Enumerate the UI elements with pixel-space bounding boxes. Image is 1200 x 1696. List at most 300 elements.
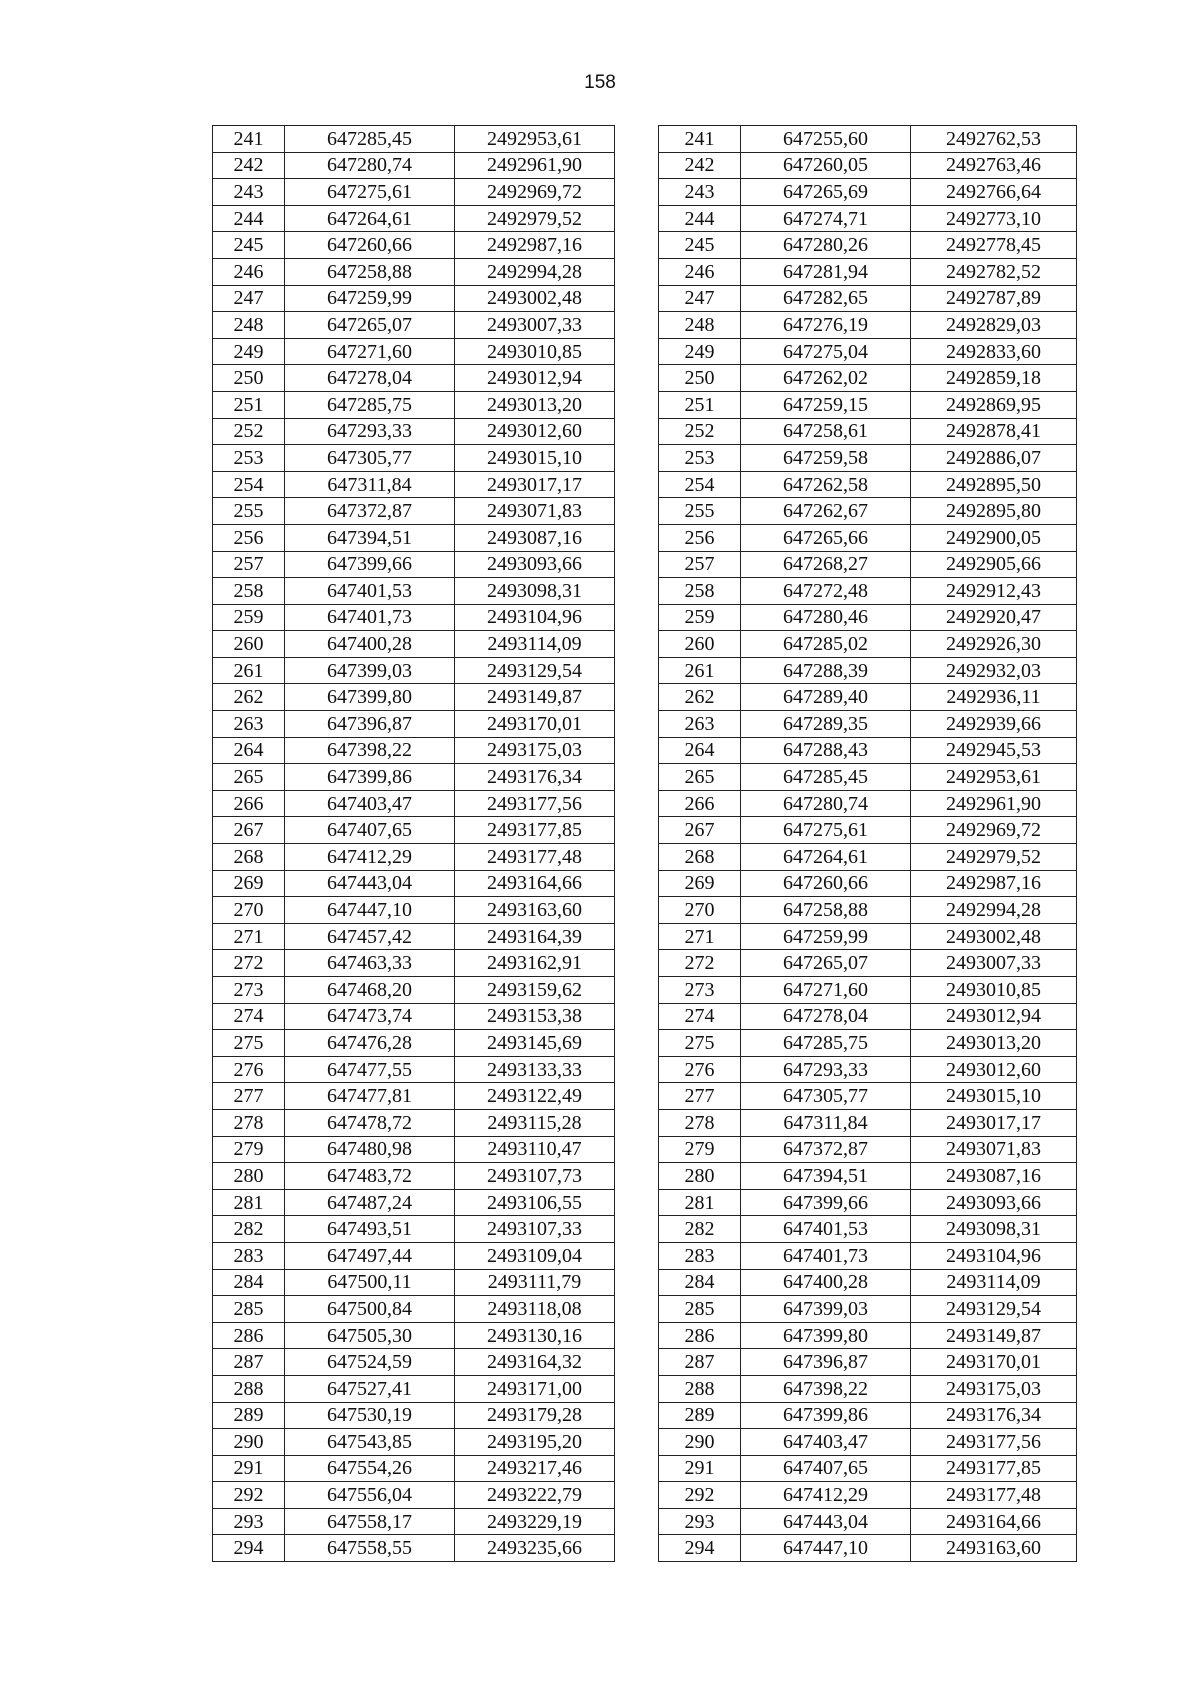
right-point-number: 260 bbox=[659, 631, 741, 658]
right-x-coordinate: 647285,75 bbox=[741, 1030, 911, 1057]
left-y-coordinate: 2493177,85 bbox=[455, 817, 615, 844]
right-y-coordinate: 2492932,03 bbox=[911, 657, 1077, 684]
column-gap bbox=[615, 1429, 659, 1456]
left-y-coordinate: 2493133,33 bbox=[455, 1056, 615, 1083]
table-row bbox=[213, 977, 1077, 1004]
column-gap bbox=[615, 923, 659, 950]
right-point-number: 248 bbox=[659, 312, 741, 339]
right-y-coordinate: 2492895,80 bbox=[911, 498, 1077, 525]
left-x-coordinate: 647477,55 bbox=[285, 1056, 455, 1083]
right-x-coordinate: 647399,80 bbox=[741, 1322, 911, 1349]
column-gap bbox=[615, 551, 659, 578]
left-point-number: 269 bbox=[213, 870, 285, 897]
column-gap bbox=[615, 1056, 659, 1083]
column-gap bbox=[615, 445, 659, 472]
right-y-coordinate: 2492912,43 bbox=[911, 578, 1077, 605]
right-point-number: 250 bbox=[659, 365, 741, 392]
left-x-coordinate: 647396,87 bbox=[285, 711, 455, 738]
table-row bbox=[213, 1189, 1077, 1216]
left-point-number: 272 bbox=[213, 950, 285, 977]
left-point-number: 279 bbox=[213, 1136, 285, 1163]
table-row bbox=[213, 1109, 1077, 1136]
column-gap bbox=[615, 312, 659, 339]
table-row bbox=[213, 950, 1077, 977]
left-y-coordinate: 2493129,54 bbox=[455, 657, 615, 684]
right-y-coordinate: 2492829,03 bbox=[911, 312, 1077, 339]
left-point-number: 244 bbox=[213, 205, 285, 232]
table-row bbox=[213, 1083, 1077, 1110]
right-x-coordinate: 647399,03 bbox=[741, 1296, 911, 1323]
right-x-coordinate: 647276,19 bbox=[741, 312, 911, 339]
right-y-coordinate: 2492920,47 bbox=[911, 604, 1077, 631]
column-gap bbox=[615, 950, 659, 977]
column-gap bbox=[615, 524, 659, 551]
right-point-number: 273 bbox=[659, 977, 741, 1004]
left-x-coordinate: 647394,51 bbox=[285, 524, 455, 551]
left-y-coordinate: 2493002,48 bbox=[455, 285, 615, 312]
left-point-number: 274 bbox=[213, 1003, 285, 1030]
left-x-coordinate: 647463,33 bbox=[285, 950, 455, 977]
left-point-number: 282 bbox=[213, 1216, 285, 1243]
right-x-coordinate: 647259,99 bbox=[741, 923, 911, 950]
table-row bbox=[213, 897, 1077, 924]
left-point-number: 294 bbox=[213, 1535, 285, 1562]
left-x-coordinate: 647500,84 bbox=[285, 1296, 455, 1323]
left-point-number: 241 bbox=[213, 126, 285, 153]
table-row bbox=[213, 1296, 1077, 1323]
right-point-number: 282 bbox=[659, 1216, 741, 1243]
column-gap bbox=[615, 1242, 659, 1269]
right-point-number: 274 bbox=[659, 1003, 741, 1030]
right-y-coordinate: 2492945,53 bbox=[911, 737, 1077, 764]
column-gap bbox=[615, 418, 659, 445]
left-x-coordinate: 647399,03 bbox=[285, 657, 455, 684]
table-row bbox=[213, 524, 1077, 551]
left-x-coordinate: 647443,04 bbox=[285, 870, 455, 897]
left-x-coordinate: 647280,74 bbox=[285, 152, 455, 179]
left-y-coordinate: 2493010,85 bbox=[455, 338, 615, 365]
column-gap bbox=[615, 657, 659, 684]
table-row bbox=[213, 1482, 1077, 1509]
right-x-coordinate: 647289,35 bbox=[741, 711, 911, 738]
table-row bbox=[213, 604, 1077, 631]
right-point-number: 275 bbox=[659, 1030, 741, 1057]
left-point-number: 257 bbox=[213, 551, 285, 578]
table-row bbox=[213, 338, 1077, 365]
table-row bbox=[213, 657, 1077, 684]
left-y-coordinate: 2493153,38 bbox=[455, 1003, 615, 1030]
right-point-number: 284 bbox=[659, 1269, 741, 1296]
right-y-coordinate: 2492987,16 bbox=[911, 870, 1077, 897]
column-gap bbox=[615, 285, 659, 312]
left-x-coordinate: 647403,47 bbox=[285, 790, 455, 817]
table-row bbox=[213, 205, 1077, 232]
table-row bbox=[213, 737, 1077, 764]
table-row bbox=[213, 923, 1077, 950]
left-x-coordinate: 647271,60 bbox=[285, 338, 455, 365]
right-point-number: 277 bbox=[659, 1083, 741, 1110]
right-y-coordinate: 2492763,46 bbox=[911, 152, 1077, 179]
right-x-coordinate: 647412,29 bbox=[741, 1482, 911, 1509]
right-x-coordinate: 647265,66 bbox=[741, 524, 911, 551]
left-point-number: 275 bbox=[213, 1030, 285, 1057]
table-row bbox=[213, 870, 1077, 897]
right-point-number: 290 bbox=[659, 1429, 741, 1456]
left-y-coordinate: 2493087,16 bbox=[455, 524, 615, 551]
left-x-coordinate: 647558,55 bbox=[285, 1535, 455, 1562]
left-y-coordinate: 2493171,00 bbox=[455, 1375, 615, 1402]
left-y-coordinate: 2492994,28 bbox=[455, 258, 615, 285]
left-x-coordinate: 647493,51 bbox=[285, 1216, 455, 1243]
left-x-coordinate: 647259,99 bbox=[285, 285, 455, 312]
right-y-coordinate: 2492833,60 bbox=[911, 338, 1077, 365]
right-y-coordinate: 2493164,66 bbox=[911, 1508, 1077, 1535]
table-row bbox=[213, 312, 1077, 339]
left-y-coordinate: 2493179,28 bbox=[455, 1402, 615, 1429]
column-gap bbox=[615, 1083, 659, 1110]
right-point-number: 255 bbox=[659, 498, 741, 525]
left-point-number: 259 bbox=[213, 604, 285, 631]
right-y-coordinate: 2492782,52 bbox=[911, 258, 1077, 285]
right-point-number: 287 bbox=[659, 1349, 741, 1376]
right-y-coordinate: 2493163,60 bbox=[911, 1535, 1077, 1562]
left-y-coordinate: 2493107,73 bbox=[455, 1163, 615, 1190]
column-gap bbox=[615, 152, 659, 179]
left-point-number: 283 bbox=[213, 1242, 285, 1269]
left-point-number: 292 bbox=[213, 1482, 285, 1509]
left-point-number: 265 bbox=[213, 764, 285, 791]
table-row bbox=[213, 1402, 1077, 1429]
table-row bbox=[213, 1375, 1077, 1402]
table-row bbox=[213, 711, 1077, 738]
right-x-coordinate: 647305,77 bbox=[741, 1083, 911, 1110]
left-x-coordinate: 647407,65 bbox=[285, 817, 455, 844]
left-y-coordinate: 2493217,46 bbox=[455, 1455, 615, 1482]
left-point-number: 273 bbox=[213, 977, 285, 1004]
right-y-coordinate: 2492886,07 bbox=[911, 445, 1077, 472]
left-x-coordinate: 647264,61 bbox=[285, 205, 455, 232]
left-x-coordinate: 647399,66 bbox=[285, 551, 455, 578]
right-y-coordinate: 2492926,30 bbox=[911, 631, 1077, 658]
table-row bbox=[213, 1508, 1077, 1535]
left-x-coordinate: 647398,22 bbox=[285, 737, 455, 764]
right-point-number: 257 bbox=[659, 551, 741, 578]
table-row bbox=[213, 551, 1077, 578]
left-point-number: 268 bbox=[213, 844, 285, 871]
column-gap bbox=[615, 1296, 659, 1323]
table-row bbox=[213, 471, 1077, 498]
left-x-coordinate: 647399,80 bbox=[285, 684, 455, 711]
left-point-number: 277 bbox=[213, 1083, 285, 1110]
left-point-number: 266 bbox=[213, 790, 285, 817]
right-y-coordinate: 2493149,87 bbox=[911, 1322, 1077, 1349]
left-point-number: 293 bbox=[213, 1508, 285, 1535]
table-row bbox=[213, 126, 1077, 153]
left-y-coordinate: 2493111,79 bbox=[455, 1269, 615, 1296]
left-y-coordinate: 2493122,49 bbox=[455, 1083, 615, 1110]
table-row bbox=[213, 1455, 1077, 1482]
left-y-coordinate: 2493012,60 bbox=[455, 418, 615, 445]
column-gap bbox=[615, 737, 659, 764]
right-point-number: 244 bbox=[659, 205, 741, 232]
right-point-number: 281 bbox=[659, 1189, 741, 1216]
right-y-coordinate: 2493012,94 bbox=[911, 1003, 1077, 1030]
right-y-coordinate: 2492905,66 bbox=[911, 551, 1077, 578]
right-point-number: 278 bbox=[659, 1109, 741, 1136]
left-point-number: 242 bbox=[213, 152, 285, 179]
column-gap bbox=[615, 1375, 659, 1402]
right-y-coordinate: 2493087,16 bbox=[911, 1163, 1077, 1190]
right-x-coordinate: 647275,04 bbox=[741, 338, 911, 365]
right-y-coordinate: 2492900,05 bbox=[911, 524, 1077, 551]
left-x-coordinate: 647265,07 bbox=[285, 312, 455, 339]
column-gap bbox=[615, 205, 659, 232]
table-row bbox=[213, 684, 1077, 711]
right-point-number: 249 bbox=[659, 338, 741, 365]
column-gap bbox=[615, 391, 659, 418]
right-point-number: 270 bbox=[659, 897, 741, 924]
left-x-coordinate: 647558,17 bbox=[285, 1508, 455, 1535]
left-point-number: 253 bbox=[213, 445, 285, 472]
table-row bbox=[213, 365, 1077, 392]
table-row bbox=[213, 445, 1077, 472]
right-y-coordinate: 2493013,20 bbox=[911, 1030, 1077, 1057]
left-y-coordinate: 2493107,33 bbox=[455, 1216, 615, 1243]
left-point-number: 246 bbox=[213, 258, 285, 285]
right-point-number: 242 bbox=[659, 152, 741, 179]
column-gap bbox=[615, 1322, 659, 1349]
left-point-number: 252 bbox=[213, 418, 285, 445]
right-x-coordinate: 647311,84 bbox=[741, 1109, 911, 1136]
left-x-coordinate: 647401,53 bbox=[285, 578, 455, 605]
left-x-coordinate: 647527,41 bbox=[285, 1375, 455, 1402]
left-x-coordinate: 647530,19 bbox=[285, 1402, 455, 1429]
left-point-number: 256 bbox=[213, 524, 285, 551]
left-x-coordinate: 647260,66 bbox=[285, 232, 455, 259]
column-gap bbox=[615, 1349, 659, 1376]
right-x-coordinate: 647262,58 bbox=[741, 471, 911, 498]
column-gap bbox=[615, 258, 659, 285]
column-gap bbox=[615, 1455, 659, 1482]
table-row bbox=[213, 1030, 1077, 1057]
left-point-number: 254 bbox=[213, 471, 285, 498]
table-row bbox=[213, 817, 1077, 844]
right-x-coordinate: 647399,66 bbox=[741, 1189, 911, 1216]
column-gap bbox=[615, 1163, 659, 1190]
table-row bbox=[213, 285, 1077, 312]
table-row bbox=[213, 1163, 1077, 1190]
right-x-coordinate: 647401,73 bbox=[741, 1242, 911, 1269]
right-point-number: 285 bbox=[659, 1296, 741, 1323]
left-x-coordinate: 647477,81 bbox=[285, 1083, 455, 1110]
right-point-number: 286 bbox=[659, 1322, 741, 1349]
left-point-number: 280 bbox=[213, 1163, 285, 1190]
table-row bbox=[213, 578, 1077, 605]
right-x-coordinate: 647259,58 bbox=[741, 445, 911, 472]
column-gap bbox=[615, 1136, 659, 1163]
left-y-coordinate: 2493222,79 bbox=[455, 1482, 615, 1509]
right-x-coordinate: 647275,61 bbox=[741, 817, 911, 844]
table-row bbox=[213, 1322, 1077, 1349]
column-gap bbox=[615, 897, 659, 924]
right-point-number: 259 bbox=[659, 604, 741, 631]
right-point-number: 272 bbox=[659, 950, 741, 977]
left-x-coordinate: 647305,77 bbox=[285, 445, 455, 472]
column-gap bbox=[615, 365, 659, 392]
right-point-number: 293 bbox=[659, 1508, 741, 1535]
right-point-number: 263 bbox=[659, 711, 741, 738]
left-y-coordinate: 2493159,62 bbox=[455, 977, 615, 1004]
right-point-number: 247 bbox=[659, 285, 741, 312]
left-y-coordinate: 2493104,96 bbox=[455, 604, 615, 631]
right-point-number: 254 bbox=[659, 471, 741, 498]
left-point-number: 251 bbox=[213, 391, 285, 418]
column-gap bbox=[615, 1216, 659, 1243]
right-y-coordinate: 2492979,52 bbox=[911, 844, 1077, 871]
table-row bbox=[213, 152, 1077, 179]
left-point-number: 243 bbox=[213, 179, 285, 206]
left-y-coordinate: 2492979,52 bbox=[455, 205, 615, 232]
right-y-coordinate: 2492895,50 bbox=[911, 471, 1077, 498]
column-gap bbox=[615, 1535, 659, 1562]
column-gap bbox=[615, 1508, 659, 1535]
right-x-coordinate: 647403,47 bbox=[741, 1429, 911, 1456]
right-y-coordinate: 2492773,10 bbox=[911, 205, 1077, 232]
left-x-coordinate: 647275,61 bbox=[285, 179, 455, 206]
right-x-coordinate: 647265,69 bbox=[741, 179, 911, 206]
column-gap bbox=[615, 232, 659, 259]
right-x-coordinate: 647265,07 bbox=[741, 950, 911, 977]
left-y-coordinate: 2493130,16 bbox=[455, 1322, 615, 1349]
right-point-number: 288 bbox=[659, 1375, 741, 1402]
column-gap bbox=[615, 844, 659, 871]
left-point-number: 249 bbox=[213, 338, 285, 365]
left-point-number: 264 bbox=[213, 737, 285, 764]
right-x-coordinate: 647285,02 bbox=[741, 631, 911, 658]
column-gap bbox=[615, 126, 659, 153]
right-point-number: 245 bbox=[659, 232, 741, 259]
left-x-coordinate: 647311,84 bbox=[285, 471, 455, 498]
coordinates-table bbox=[212, 125, 1077, 1562]
right-y-coordinate: 2492961,90 bbox=[911, 790, 1077, 817]
left-point-number: 267 bbox=[213, 817, 285, 844]
left-y-coordinate: 2493114,09 bbox=[455, 631, 615, 658]
right-point-number: 243 bbox=[659, 179, 741, 206]
left-x-coordinate: 647473,74 bbox=[285, 1003, 455, 1030]
right-y-coordinate: 2493177,85 bbox=[911, 1455, 1077, 1482]
left-y-coordinate: 2493110,47 bbox=[455, 1136, 615, 1163]
left-y-coordinate: 2492961,90 bbox=[455, 152, 615, 179]
table-row bbox=[213, 391, 1077, 418]
table-row bbox=[213, 1349, 1077, 1376]
right-x-coordinate: 647278,04 bbox=[741, 1003, 911, 1030]
left-x-coordinate: 647500,11 bbox=[285, 1269, 455, 1296]
right-y-coordinate: 2493071,83 bbox=[911, 1136, 1077, 1163]
left-y-coordinate: 2493164,66 bbox=[455, 870, 615, 897]
right-y-coordinate: 2493129,54 bbox=[911, 1296, 1077, 1323]
right-x-coordinate: 647289,40 bbox=[741, 684, 911, 711]
table-row bbox=[213, 1216, 1077, 1243]
left-y-coordinate: 2493106,55 bbox=[455, 1189, 615, 1216]
right-y-coordinate: 2492869,95 bbox=[911, 391, 1077, 418]
left-point-number: 271 bbox=[213, 923, 285, 950]
right-y-coordinate: 2493015,10 bbox=[911, 1083, 1077, 1110]
right-y-coordinate: 2493010,85 bbox=[911, 977, 1077, 1004]
right-y-coordinate: 2493175,03 bbox=[911, 1375, 1077, 1402]
column-gap bbox=[615, 711, 659, 738]
right-point-number: 241 bbox=[659, 126, 741, 153]
left-point-number: 287 bbox=[213, 1349, 285, 1376]
right-y-coordinate: 2492762,53 bbox=[911, 126, 1077, 153]
right-point-number: 291 bbox=[659, 1455, 741, 1482]
right-x-coordinate: 647280,74 bbox=[741, 790, 911, 817]
left-x-coordinate: 647278,04 bbox=[285, 365, 455, 392]
table-row bbox=[213, 1242, 1077, 1269]
left-y-coordinate: 2493012,94 bbox=[455, 365, 615, 392]
right-point-number: 292 bbox=[659, 1482, 741, 1509]
left-y-coordinate: 2493109,04 bbox=[455, 1242, 615, 1269]
table-row bbox=[213, 1136, 1077, 1163]
left-y-coordinate: 2493177,56 bbox=[455, 790, 615, 817]
left-point-number: 263 bbox=[213, 711, 285, 738]
right-point-number: 289 bbox=[659, 1402, 741, 1429]
column-gap bbox=[615, 338, 659, 365]
left-y-coordinate: 2493195,20 bbox=[455, 1429, 615, 1456]
right-x-coordinate: 647398,22 bbox=[741, 1375, 911, 1402]
table-row bbox=[213, 1429, 1077, 1456]
right-x-coordinate: 647394,51 bbox=[741, 1163, 911, 1190]
right-point-number: 258 bbox=[659, 578, 741, 605]
right-point-number: 251 bbox=[659, 391, 741, 418]
left-x-coordinate: 647497,44 bbox=[285, 1242, 455, 1269]
left-x-coordinate: 647556,04 bbox=[285, 1482, 455, 1509]
right-y-coordinate: 2493114,09 bbox=[911, 1269, 1077, 1296]
column-gap bbox=[615, 1109, 659, 1136]
left-y-coordinate: 2493164,32 bbox=[455, 1349, 615, 1376]
column-gap bbox=[615, 631, 659, 658]
table-row bbox=[213, 1269, 1077, 1296]
right-point-number: 268 bbox=[659, 844, 741, 871]
left-point-number: 281 bbox=[213, 1189, 285, 1216]
right-x-coordinate: 647268,27 bbox=[741, 551, 911, 578]
left-point-number: 260 bbox=[213, 631, 285, 658]
left-y-coordinate: 2492953,61 bbox=[455, 126, 615, 153]
left-point-number: 248 bbox=[213, 312, 285, 339]
right-x-coordinate: 647260,05 bbox=[741, 152, 911, 179]
left-y-coordinate: 2493145,69 bbox=[455, 1030, 615, 1057]
right-point-number: 246 bbox=[659, 258, 741, 285]
left-y-coordinate: 2493115,28 bbox=[455, 1109, 615, 1136]
coordinates-table-body bbox=[213, 126, 1077, 1562]
right-x-coordinate: 647372,87 bbox=[741, 1136, 911, 1163]
right-x-coordinate: 647401,53 bbox=[741, 1216, 911, 1243]
right-y-coordinate: 2493093,66 bbox=[911, 1189, 1077, 1216]
left-y-coordinate: 2493017,17 bbox=[455, 471, 615, 498]
left-y-coordinate: 2492987,16 bbox=[455, 232, 615, 259]
table-row bbox=[213, 764, 1077, 791]
right-y-coordinate: 2493177,56 bbox=[911, 1429, 1077, 1456]
left-y-coordinate: 2492969,72 bbox=[455, 179, 615, 206]
right-point-number: 294 bbox=[659, 1535, 741, 1562]
right-x-coordinate: 647281,94 bbox=[741, 258, 911, 285]
right-x-coordinate: 647262,67 bbox=[741, 498, 911, 525]
right-x-coordinate: 647396,87 bbox=[741, 1349, 911, 1376]
left-y-coordinate: 2493170,01 bbox=[455, 711, 615, 738]
left-y-coordinate: 2493229,19 bbox=[455, 1508, 615, 1535]
column-gap bbox=[615, 1269, 659, 1296]
right-point-number: 265 bbox=[659, 764, 741, 791]
left-y-coordinate: 2493177,48 bbox=[455, 844, 615, 871]
